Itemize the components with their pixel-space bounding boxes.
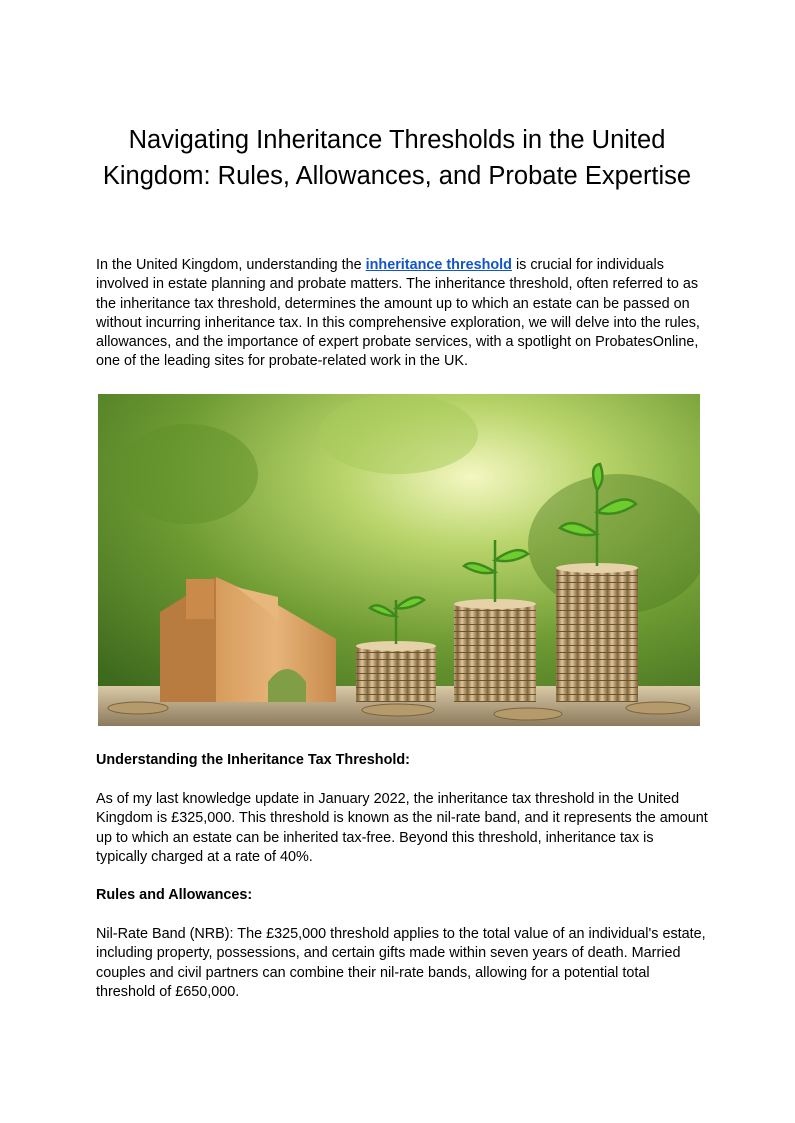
intro-text-after: is crucial for individuals involved in estate planning and probate matters. The inheritance threshold, often referred to as the inheritance tax threshold, determines the amount up to which an estate can be passed on without incurring inheritance tax. In this comprehensive exploration, we will delve into the rules, allowances, and the importance of expert probate services, with a spotlight on ProbatesOnline, one of the leading sites for probate-related work in the UK. [96, 257, 700, 370]
inheritance-threshold-link[interactable]: inheritance threshold [365, 257, 512, 273]
house-and-coin-stacks-photo-icon [98, 394, 700, 726]
house-and-coins-photo [98, 394, 700, 726]
section-body-rules: Nil-Rate Band (NRB): The £325,000 threshold applies to the total value of an individual's estate, including property, possessions, and certain gifts made within seven years of death. Married couples and civil partners can combine their nil-rate bands, allowing for a potential total threshold of £650,000. [96, 926, 706, 1000]
intro-text-before: In the United Kingdom, understanding the [96, 257, 366, 273]
section-heading-threshold: Understanding the Inheritance Tax Threshold: [96, 752, 410, 768]
section-heading-rules: Rules and Allowances: [96, 887, 253, 903]
intro-paragraph [96, 256, 708, 372]
section-body-threshold: As of my last knowledge update in January 2022, the inheritance tax threshold in the United Kingdom is £325,000. This threshold is known as the nil-rate band, and it represents the amount up to which an estate can be inherited tax-free. Beyond this threshold, inheritance tax is typically charged at a rate of 40%. [96, 791, 708, 865]
page-title: Navigating Inheritance Thresholds in the United Kingdom: Rules, Allowances, and Probate Expertise [102, 126, 692, 190]
